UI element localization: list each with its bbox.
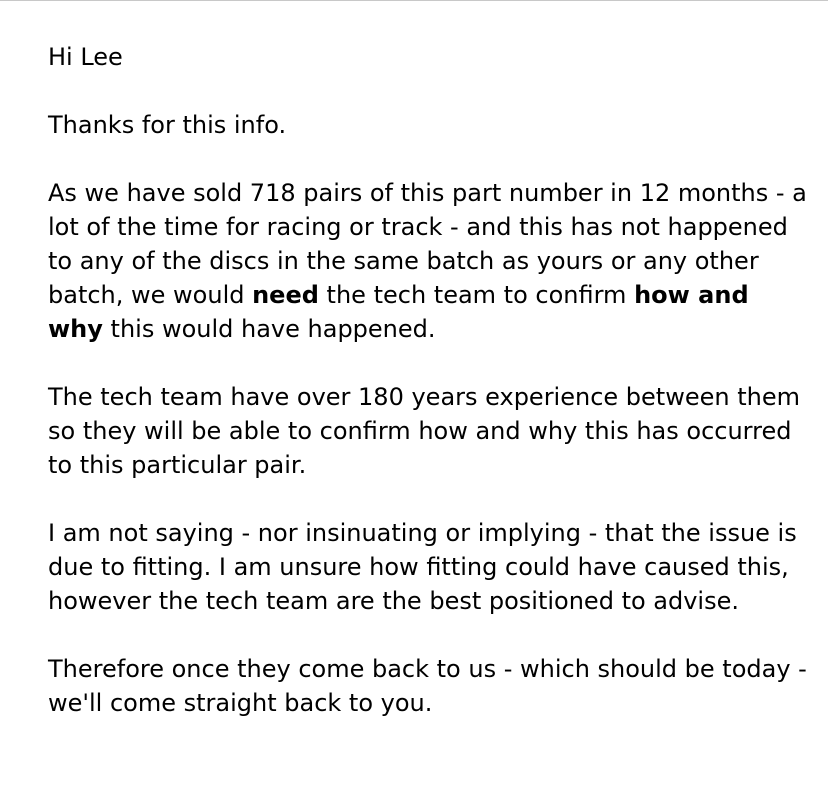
thanks-paragraph: Thanks for this info. [48, 111, 287, 139]
top-divider [0, 0, 828, 1]
sales-text-middle: the tech team to confirm [318, 281, 635, 309]
email-body [48, 40, 808, 720]
closing-paragraph: Therefore once they come back to us - which should be today - we'll come straight back to you. [48, 655, 807, 717]
emphasis-need: need [252, 281, 319, 309]
greeting: Hi Lee [48, 43, 123, 71]
emphasis-how-and-why: how and why [48, 281, 749, 343]
fitting-paragraph: I am not saying - nor insinuating or implying - that the issue is due to fitting. I am unsure how fitting could have caused this, however the tech team are the best positioned to advise. [48, 519, 797, 615]
tech-team-paragraph: The tech team have over 180 years experience between them so they will be able to confirm how and why this has occurred to this particular pair. [48, 383, 800, 479]
sales-text-end: this would have happened. [102, 315, 436, 343]
sales-paragraph [48, 176, 808, 346]
sales-text-start: As we have sold 718 pairs of this part number in 12 months - a lot of the time for racing or track - and this has not happened to any of the discs in the same batch as yours or any other batch, we would [48, 179, 807, 309]
